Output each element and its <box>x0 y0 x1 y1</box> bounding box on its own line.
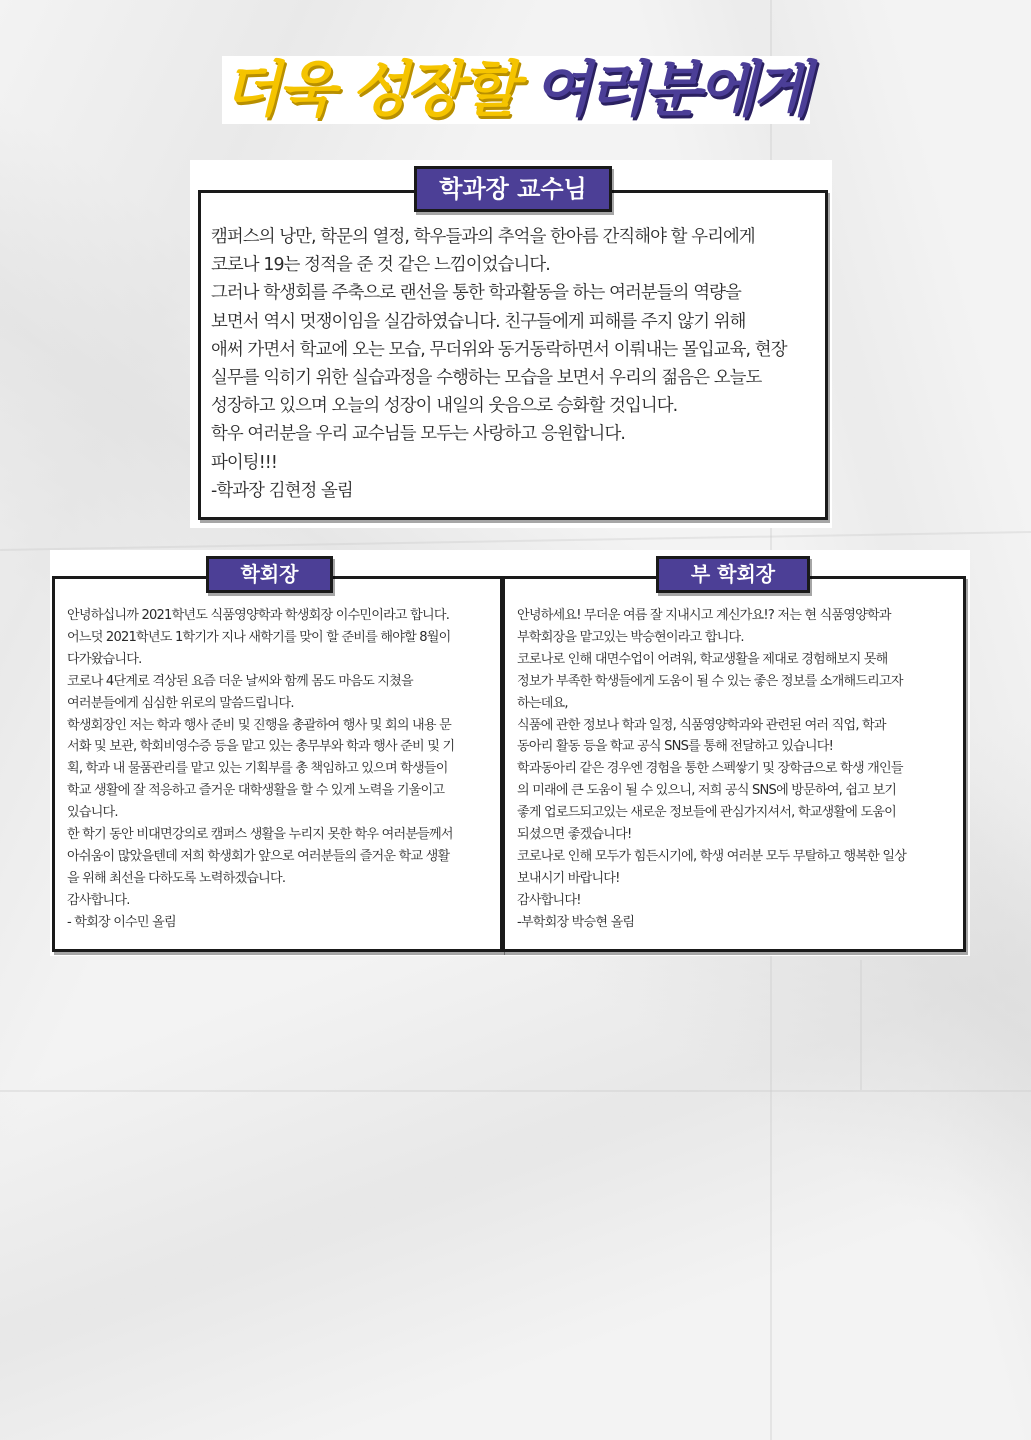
paper-crease <box>860 960 862 1090</box>
vice-president-message-panel <box>502 576 966 952</box>
message-line: 코로나로 인해 대면수업이 어려워, 학교생활을 제대로 경험해보지 못해 <box>517 651 888 667</box>
president-tab-label: 학회장 <box>206 556 333 593</box>
message-line: 안녕하십니까 2021학년도 식품영양학과 학생회장 이수민이라고 합니다. <box>67 608 450 623</box>
message-line: 하는데요, <box>517 695 568 711</box>
message-line: 학교 생활에 잘 적응하고 즐거운 대학생활을 할 수 있게 노력을 기울이고 <box>67 783 445 799</box>
vice-president-message-body <box>517 605 906 934</box>
message-line: 보면서 역시 멋쟁이임을 실감하였습니다. 친구들에게 피해를 주지 않기 위해 <box>211 311 746 332</box>
message-line: 감사합니다! <box>517 892 581 908</box>
message-line: 동아리 활동 등을 학교 공식 SNS를 통해 전달하고 있습니다! <box>517 739 834 755</box>
heading-part-yellow: 더욱 성장할 <box>222 55 516 125</box>
message-line: 부학회장을 맡고있는 박승현이라고 합니다. <box>517 629 744 645</box>
message-line: 학우 여러분을 우리 교수님들 모두는 사랑하고 응원합니다. <box>211 424 625 445</box>
message-line: 애써 가면서 학교에 오는 모습, 무더위와 동거동락하면서 이뤄내는 몰입교육, 현장 <box>211 339 787 360</box>
page-heading <box>0 50 1031 130</box>
message-line: 식품에 관한 정보나 학과 일정, 식품영양학과와 관련된 여러 직업, 학과 <box>517 717 886 733</box>
message-line: 실무를 익히기 위한 실습과정을 수행하는 모습을 보면서 우리의 젊음은 오늘도 <box>211 368 762 389</box>
message-line: 좋게 업로드되고있는 새로운 정보들에 관심가지셔서, 학교생활에 도움이 <box>517 805 896 821</box>
heading-part-purple: 여러분에게 <box>533 55 809 125</box>
message-line: 획, 학과 내 물품관리를 맡고 있는 기획부를 총 책임하고 있으며 학생들이 <box>67 761 448 777</box>
message-line: 코로나 19는 정적을 준 것 같은 느낌이었습니다. <box>211 255 550 276</box>
professor-message-body <box>211 223 821 505</box>
message-line: - 학회장 이수민 올림 <box>67 914 176 930</box>
message-line: 여러분들에게 심심한 위로의 말씀드립니다. <box>67 695 294 711</box>
message-line: -학과장 김현정 올림 <box>211 480 353 501</box>
message-line: 아쉬움이 많았을텐데 저희 학생회가 앞으로 여러분들의 즐거운 학교 생활 <box>67 848 450 864</box>
vice-president-tab-label: 부 학회장 <box>656 556 810 593</box>
message-line: 그러나 학생회를 주축으로 랜선을 통한 학과활동을 하는 여러분들의 역량을 <box>211 283 741 304</box>
message-line: 있습니다. <box>67 805 118 821</box>
message-line: 코로나로 인해 모두가 힘든시기에, 학생 여러분 모두 무탈하고 행복한 일상 <box>517 848 907 864</box>
paper-crease <box>0 1090 1031 1092</box>
president-message-panel <box>52 576 503 952</box>
professor-message-panel <box>198 190 828 520</box>
message-line: 한 학기 동안 비대면강의로 캠퍼스 생활을 누리지 못한 학우 여러분들께서 <box>67 827 453 843</box>
message-line: 의 미래에 큰 도움이 될 수 있으니, 저희 공식 SNS에 방문하여, 쉽고 보기 <box>517 783 897 799</box>
message-line: 성장하고 있으며 오늘의 성장이 내일의 웃음으로 승화할 것입니다. <box>211 396 678 417</box>
message-line: 다가왔습니다. <box>67 651 142 667</box>
message-line: 캠퍼스의 낭만, 학문의 열정, 학우들과의 추억을 한아름 간직해야 할 우리에게 <box>211 227 755 247</box>
president-message-body <box>67 605 454 934</box>
message-line: 정보가 부족한 학생들에게 도움이 될 수 있는 좋은 정보를 소개해드리고자 <box>517 673 903 689</box>
message-line: 파이팅!!! <box>211 452 277 473</box>
message-line: -부학회장 박승현 올림 <box>517 914 635 930</box>
professor-tab-label: 학과장 교수님 <box>414 166 612 212</box>
message-line: 학과동아리 같은 경우엔 경험을 통한 스펙쌓기 및 장학금으로 학생 개인들 <box>517 761 903 777</box>
message-line: 학생회장인 저는 학과 행사 준비 및 진행을 총괄하여 행사 및 회의 내용 문 <box>67 717 451 733</box>
message-line: 서화 및 보관, 학회비영수증 등을 맡고 있는 총무부와 학과 행사 준비 및 기 <box>67 739 455 755</box>
message-line: 코로나 4단계로 격상된 요즘 더운 날씨와 함께 몸도 마음도 지쳤을 <box>67 673 413 689</box>
message-line: 어느덧 2021학년도 1학기가 지나 새학기를 맞이 할 준비를 해야할 8월이 <box>67 629 451 645</box>
paper-crease <box>0 531 1031 551</box>
message-line: 을 위해 최선을 다하도록 노력하겠습니다. <box>67 870 286 886</box>
message-line: 되셨으면 좋겠습니다! <box>517 827 632 843</box>
message-line: 안녕하세요! 무더운 여름 잘 지내시고 계신가요!? 저는 현 식품영양학과 <box>517 608 891 623</box>
message-line: 감사합니다. <box>67 892 130 908</box>
message-line: 보내시기 바랍니다! <box>517 870 620 886</box>
